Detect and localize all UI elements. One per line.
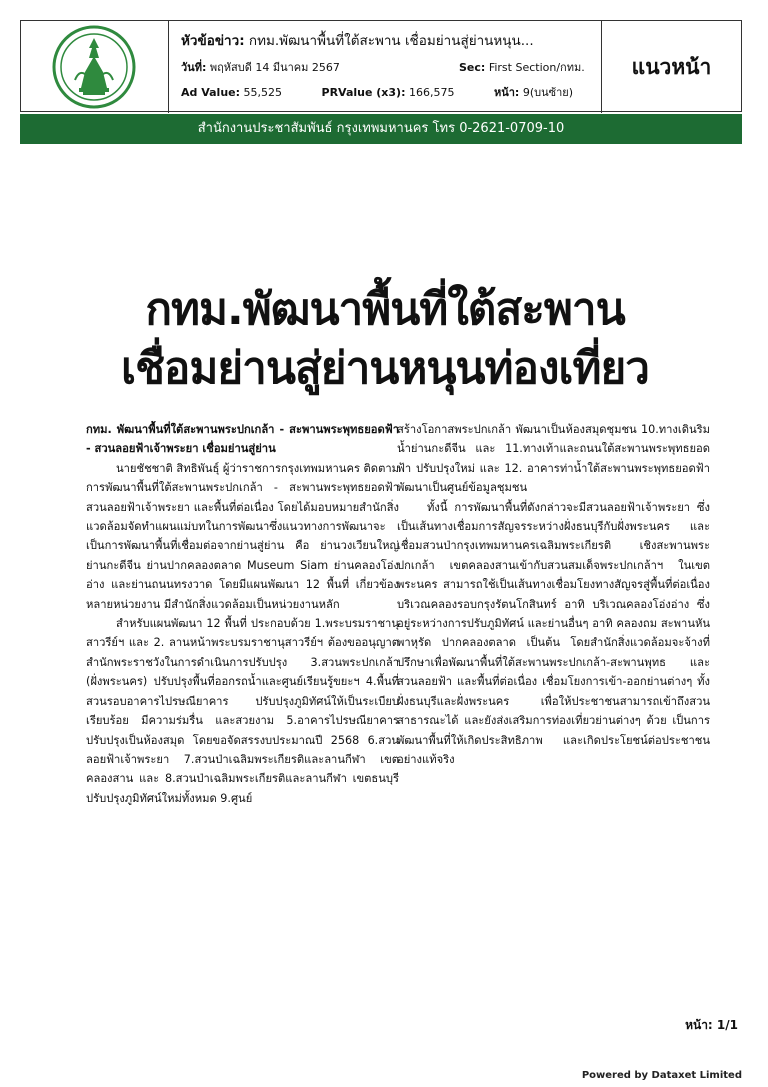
headline-label: หัวข้อข่าว: — [181, 33, 245, 49]
position-box — [601, 21, 741, 113]
page-group — [494, 86, 591, 99]
article-paragraph: สำหรับแผนพัฒนา 12 พื้นที่ ประกอบด้วย 1.พระบรมราชานุสาวรีย์ฯ และ 2. ลานหน้าพระบรมราชานุสาวรีย์ฯ ต้องขออนุญาตสำนักพระราชวังในการดำเนินการปรับปรุง 3.สวนพระปกเกล้า (ฝั่งพระนคร) ปรับปรุงพื้นที่ออกรถน้ำและศูนย์เรียนรู้ขยะฯ 4.พื้นที่สวนรอบอาคารไปรษณียาคาร ปรับปรุงภูมิทัศน์ให้เป็นระเบียบเรียบร้อย มีความร่มรื่น และสวยงาม 5.อาคารไปรษณียาคาร ปรับปรุงเป็นห้องสมุด โดยขอจัดสรรงบประมาณปี 2568 6.สวนลอยฟ้าเจ้าพระยา 7.สวนป่าเฉลิมพระเกียรติและลานกีฬา เขตคลองสาน และ 8.สวนป่าเฉลิมพระเกียรติและลานกีฬา เขตธนบุรี ปรับปรุงภูมิทัศน์ใหม่ทั้งหมด 9.ศูนย์ — [86, 617, 399, 805]
pr-value: 166,575 — [408, 86, 455, 99]
page-counter: หน้า: 1/1 — [685, 1018, 738, 1032]
date-row — [181, 58, 340, 76]
newspaper-name: แนวหน้า — [631, 55, 712, 79]
article-headline — [70, 280, 700, 398]
article-column-right — [397, 420, 710, 769]
bma-seal-logo — [49, 24, 139, 110]
article-paragraph: สร้างโอกาสพระปกเกล้า พัฒนาเป็นห้องสมุดชุมชน 10.ทางเดินริมน้ำย่านกะดีจีน และ 11.ทางเท้าและถนนใต้สะพานพระพุทธยอดฟ้า ปรับปรุงใหม่ และ 12. อาคารท่าน้ำใต้สะพานพระพุทธยอดฟ้า พัฒนาเป็นศูนย์ข้อมูลชุมชน — [397, 423, 710, 495]
article-column-left — [86, 420, 399, 808]
date-value: พฤหัสบดี 14 มีนาคม 2567 — [209, 61, 340, 74]
article-lead: กทม. พัฒนาพื้นที่ใต้สะพานพระปกเกล้า - สะพานพระพุทธยอดฟ้า - สวนลอยฟ้าเจ้าพระยา เชื่อมย่านสู่ย่าน — [86, 423, 399, 456]
contact-banner: สำนักงานประชาสัมพันธ์ กรุงเทพมหานคร โทร 0-2621-0709-10 — [20, 114, 742, 144]
section-label: Sec: — [459, 61, 486, 74]
pr-value-group — [322, 86, 476, 99]
page-label: หน้า: — [493, 86, 520, 99]
powered-by: Powered by Dataxet Limited — [581, 1070, 742, 1081]
ad-value-label: Ad Value: — [181, 86, 241, 99]
clipping-header — [20, 20, 742, 112]
headline-value: กทม.พัฒนาพื้นที่ใต้สะพาน เชื่อมย่านสู่ย่านหนุน... — [248, 33, 534, 49]
pr-value-label: PRValue (x3): — [321, 86, 406, 99]
article-paragraph: ทั้งนี้ การพัฒนาพื้นที่ดังกล่าวจะมีสวนลอยฟ้าเจ้าพระยา ซึ่งเป็นเส้นทางเชื่อมการสัญจรระหว่างฝั่งธนบุรีกับฝั่งพระนคร และเชื่อมสวนป่ากรุงเทพมหานครเฉลิมพระเกียรติ เชิงสะพานพระปกเกล้า เขตคลองสานเข้ากับสวนสมเด็จพระปกเกล้าฯ ในเขตพระนคร สามารถใช้เป็นเส้นทางเชื่อมโยงทางสัญจรสู่พื้นที่ต่อเนื่องบริเวณคลองรอบกรุงรัตนโกสินทร์ อาทิ บริเวณคลองโอ่งอ่าง ซึ่งอยู่ระหว่างการปรับภูมิทัศน์ และย่านอื่นๆ อาทิ คลองถม สะพานหัน พาหุรัด ปากคลองตลาด เป็นต้น โดยสำนักสิ่งแวดล้อมจะจ้างที่ปรึกษาเพื่อพัฒนาพื้นที่ใต้สะพานพระปกเกล้า-สะพานพุทธ และสวนลอยฟ้า และพื้นที่ต่อเนื่อง เชื่อมโยงการเข้า-ออกย่านต่างๆ ทั้งฝั่งธนบุรีและฝั่งพระนคร เพื่อให้ประชาชนสามารถเข้าถึงสวนสาธารณะได้ และยังส่งเสริมการท่องเที่ยวย่านต่างๆ ด้วย เป็นการพัฒนาพื้นที่ให้เกิดประสิทธิภาพ และเกิดประโยชน์ต่อประชาชนอย่างแท้จริง — [397, 500, 710, 766]
headline-line-2: เชื่อมย่านสู่ย่านหนุนท่องเที่ยว — [121, 343, 649, 394]
ad-value: 55,525 — [243, 86, 283, 99]
section-row — [459, 58, 585, 76]
page-value: 9(บนซ้าย) — [522, 86, 574, 99]
section-value: First Section/กทม. — [488, 61, 585, 74]
date-label: วันที่: — [181, 61, 207, 74]
logo-box — [21, 21, 169, 113]
article-paragraph: นายชัชชาติ สิทธิพันธุ์ ผู้ว่าราชการกรุงเทพมหานคร ติดตามการพัฒนาพื้นที่ใต้สะพานพระปกเกล้า - สะพานพระพุทธยอดฟ้า สวนลอยฟ้าเจ้าพระยา และพื้นที่ต่อเนื่อง โดยได้มอบหมายสำนักสิ่งแวดล้อมจัดทำแผนแม่บทในการพัฒนาซึ่งแนวทางการพัฒนาจะเป็นการพัฒนาพื้นที่เชื่อมต่อจากย่านสู่ย่าน คือ ย่านวงเวียนใหญ่ ย่านกะดีจีน ย่านปากคลองตลาด Museum Siam ย่านคลองโอ่งอ่าง และย่านถนนทรงวาด โดยมีแผนพัฒนา 12 พื้นที่ เกี่ยวข้องหลายหน่วยงาน มีสำนักสิ่งแวดล้อมเป็นหน่วยงานหลัก — [86, 461, 399, 611]
ad-value-group — [181, 86, 304, 99]
headline-line-1: กทม.พัฒนาพื้นที่ใต้สะพาน — [145, 284, 625, 335]
value-row — [181, 83, 609, 101]
headline-row — [181, 29, 534, 51]
